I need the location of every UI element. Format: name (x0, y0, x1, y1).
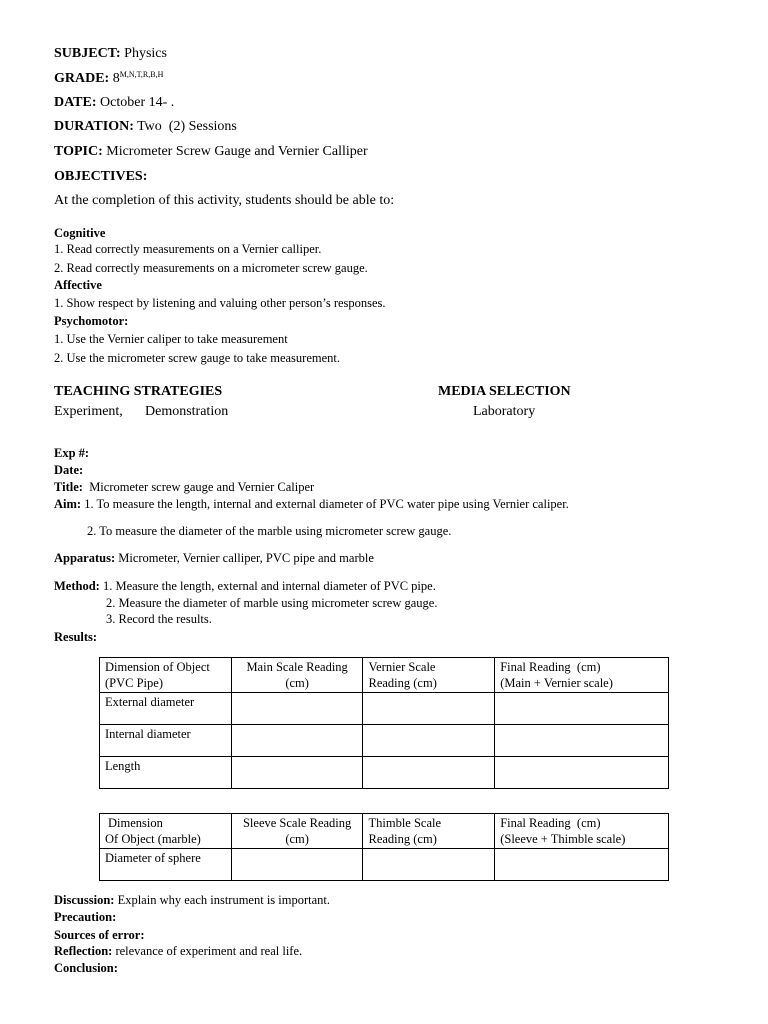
table-cell[interactable] (495, 693, 669, 725)
table-header-cell: Final Reading (cm) (Sleeve + Thimble scale) (495, 814, 669, 849)
exp-number-label: Exp #: (54, 446, 90, 460)
aim-line (54, 497, 569, 512)
teaching-strategy-item: Demonstration (145, 404, 229, 419)
table-row-label: Internal diameter (100, 725, 232, 757)
objectives-heading: OBJECTIVES: (54, 169, 148, 184)
grade-label: GRADE: (54, 71, 110, 86)
table-row (100, 693, 669, 725)
reflection-line (54, 944, 302, 959)
table-cell[interactable] (495, 757, 669, 789)
method-line (54, 579, 436, 594)
table-header-cell: Vernier Scale Reading (cm) (363, 658, 495, 693)
discussion-value: Explain why each instrument is important. (117, 893, 331, 907)
affective-heading: Affective (54, 278, 102, 292)
apparatus-value: Micrometer, Vernier calliper, PVC pipe and marble (118, 551, 374, 565)
table-header-cell: Main Scale Reading (cm) (231, 658, 363, 693)
table-cell[interactable] (231, 757, 363, 789)
table-row (100, 725, 669, 757)
table-header-row (100, 658, 669, 693)
date-line (54, 95, 174, 111)
table-cell[interactable] (231, 693, 363, 725)
exp-title-label: Title: (54, 480, 83, 494)
grade-value: 8 (112, 71, 120, 86)
duration-value: Two (2) Sessions (137, 119, 237, 134)
pvc-results-table (99, 657, 669, 789)
aim-item: 1. To measure the length, internal and external diameter of PVC water pipe using Vernier caliper. (84, 497, 569, 511)
table-header-cell: Dimension Of Object (marble) (100, 814, 232, 849)
subject-value: Physics (124, 46, 167, 61)
cognitive-heading: Cognitive (54, 226, 106, 240)
affective-item: 1. Show respect by listening and valuing other person’s responses. (54, 296, 386, 310)
subject-label: SUBJECT: (54, 46, 121, 61)
table-header-cell: Final Reading (cm) (Main + Vernier scale) (495, 658, 669, 693)
table-cell[interactable] (495, 725, 669, 757)
cognitive-item: 1. Read correctly measurements on a Vernier calliper. (54, 242, 322, 256)
table-row-label: Length (100, 757, 232, 789)
topic-value: Micrometer Screw Gauge and Vernier Calliper (106, 144, 368, 159)
exp-title-line (54, 480, 314, 495)
reflection-value: relevance of experiment and real life. (115, 944, 303, 958)
grade-line (54, 70, 163, 87)
reflection-label: Reflection: (54, 944, 113, 958)
table-cell[interactable] (363, 725, 495, 757)
table-cell[interactable] (231, 849, 363, 881)
media-selection-heading: MEDIA SELECTION (438, 384, 571, 399)
method-step: 2. Measure the diameter of marble using micrometer screw gauge. (106, 596, 438, 610)
table-row (100, 757, 669, 789)
topic-label: TOPIC: (54, 144, 103, 159)
method-step: 3. Record the results. (106, 612, 212, 626)
date-value: October 14- . (100, 95, 175, 110)
sources-of-error-label: Sources of error: (54, 928, 145, 942)
apparatus-label: Apparatus: (54, 551, 116, 565)
exp-date-label: Date: (54, 463, 84, 477)
table-header-cell: Sleeve Scale Reading (cm) (231, 814, 363, 849)
apparatus-line (54, 551, 374, 566)
conclusion-label: Conclusion: (54, 961, 118, 975)
method-label: Method: (54, 579, 100, 593)
table-cell[interactable] (363, 693, 495, 725)
psychomotor-item: 1. Use the Vernier caliper to take measurement (54, 332, 288, 346)
table-cell[interactable] (231, 725, 363, 757)
table-header-cell: Dimension of Object (PVC Pipe) (100, 658, 232, 693)
objectives-intro: At the completion of this activity, students should be able to: (54, 193, 395, 208)
aim-label: Aim: (54, 497, 82, 511)
aim-item: 2. To measure the diameter of the marble using micrometer screw gauge. (87, 524, 452, 538)
discussion-line (54, 893, 330, 908)
teaching-strategies-heading: TEACHING STRATEGIES (54, 384, 223, 399)
psychomotor-item: 2. Use the micrometer screw gauge to take measurement. (54, 351, 340, 365)
table-row (100, 849, 669, 881)
table-cell[interactable] (495, 849, 669, 881)
cognitive-item: 2. Read correctly measurements on a micrometer screw gauge. (54, 261, 368, 275)
table-header-row (100, 814, 669, 849)
media-selection-value: Laboratory (473, 404, 536, 419)
topic-line (54, 144, 368, 160)
duration-line (54, 119, 237, 135)
marble-results-table (99, 813, 669, 881)
table-row-label: External diameter (100, 693, 232, 725)
duration-label: DURATION: (54, 119, 134, 134)
discussion-label: Discussion: (54, 893, 115, 907)
table-header-cell: Thimble Scale Reading (cm) (363, 814, 495, 849)
results-label: Results: (54, 630, 98, 644)
table-cell[interactable] (363, 849, 495, 881)
table-cell[interactable] (363, 757, 495, 789)
teaching-strategy-item: Experiment, (54, 404, 123, 419)
exp-title-value: Micrometer screw gauge and Vernier Caliper (89, 480, 315, 494)
method-step: 1. Measure the length, external and internal diameter of PVC pipe. (102, 579, 436, 593)
psychomotor-heading: Psychomotor: (54, 314, 129, 328)
date-label: DATE: (54, 95, 97, 110)
precaution-label: Precaution: (54, 910, 117, 924)
subject-line (54, 46, 167, 62)
grade-classes: M,N,T,R,B,H (119, 70, 164, 79)
table-row-label: Diameter of sphere (100, 849, 232, 881)
